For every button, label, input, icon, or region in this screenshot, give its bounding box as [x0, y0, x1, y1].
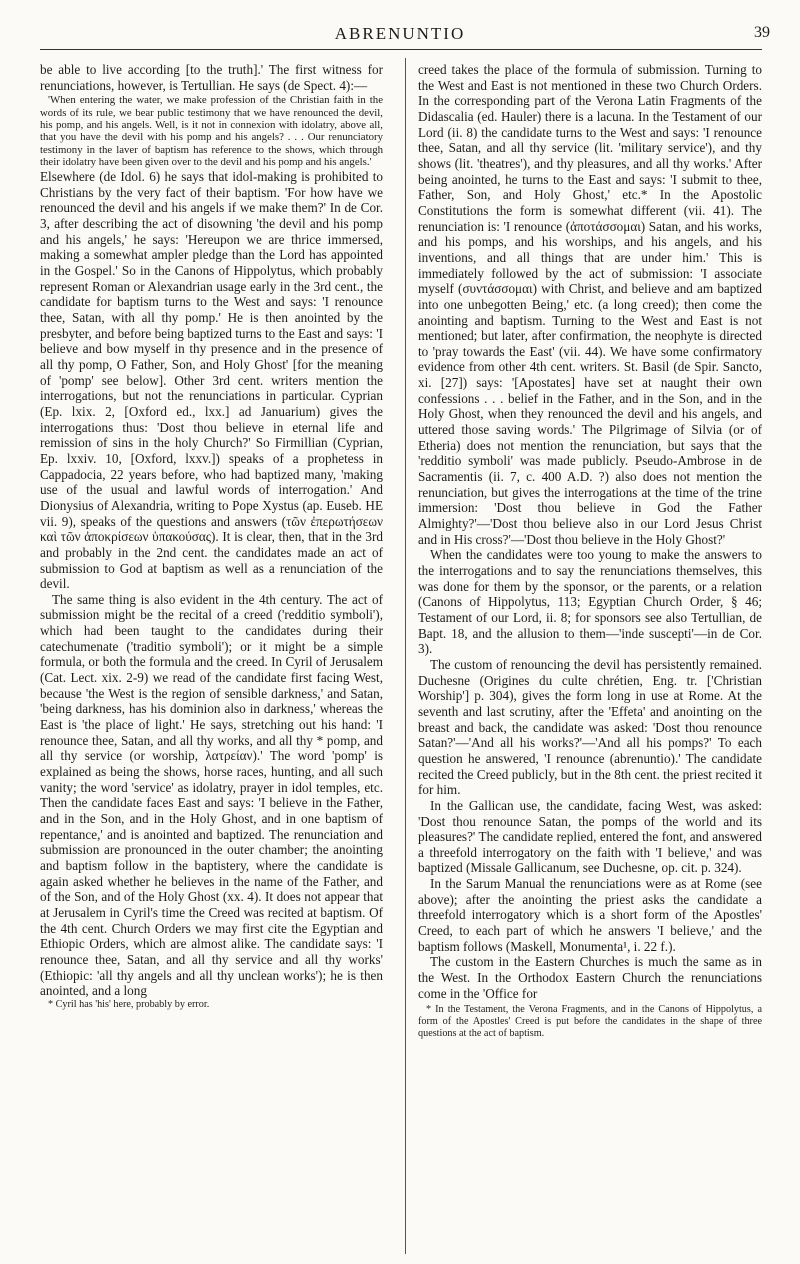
paragraph: When the candidates were too young to make the answers to the interrogations and to say the renunciations themselves, this was done for them by the sponsor, or the parents, or a relation (Canons of Hippolytus, 113; Egyptian Church Order, § 46; Testament of our Lord, ii. 8; for sponsors see also Tertullian, de Bapt. 18, and the allusion to them—'inde suscepti'—in de Cor. 3). [418, 547, 762, 657]
paragraph: In the Sarum Manual the renunciations were as at Rome (see above); after the anointing the priest asks the candidate a threefold interrogatory which is a short form of the Apostles' Creed, to each part of which he answers 'I believe,' and the baptism follows (Maskell, Monumenta¹, i. 22 f.). [418, 876, 762, 954]
paragraph: Elsewhere (de Idol. 6) he says that idol-making is prohibited to Christians by the very fact of their baptism. 'For how have we renounced the devil and his angels if we make them?' In de Cor. 3, after describing the act of disowning 'the devil and his pomp and his angels,' he says: 'Hereupon we are thrice immersed, making a somewhat ampler pledge than the Lord has appointed in the Gospel.' So in the Canons of Hippolytus, which probably represent Roman or Alexandrian usage early in the 3rd cent., the candidate for baptism turns to the West and says: 'I renounce thee, Satan, with all thy pomp.' He is then anointed by the presbyter, and before being baptized turns to the East and says: 'I believe and bow myself in thy presence and in the presence of all thy pomp, O Father, Son, and Holy Ghost' [for the meaning of 'pomp' see below]. Other 3rd cent. writers mention the interrogations, but not the renunciations in particular. Cyprian (Ep. lxix. 2, [Oxford ed., lxx.] ad Januarium) gives the interrogations thus: 'Dost thou believe in eternal life and remission of sins in the holy Church?' So Firmillian (Cyprian, Ep. lxxiv. 10, [Oxford, lxxv.]) speaks of a prophetess in Cappadocia, 22 years before, who had baptized many, 'making use of the usual and lawful words of interrogation.' And Dionysius of Alexandria, writing to Pope Xystus (ap. Euseb. HE vii. 9), speaks of the questions and answers (τῶν ἐπερωτήσεων καὶ τῶν ἀποκρίσεων ὑπακούσας). It is clear, then, that in the 3rd and probably in the 2nd cent. the candidates made an act of submission to God at baptism as well as a renunciation of the devil. [40, 169, 383, 592]
paragraph: be able to live according [to the truth].' The first witness for renunciations, however, is Tertullian. He says (de Spect. 4):— [40, 62, 383, 93]
paragraph: The same thing is also evident in the 4th century. The act of submission might be the recital of a creed ('redditio symboli'), which had been taught to the candidates during their catechumenate ('traditio symboli'); or it might be a simple formula, or both the formula and the creed. In Cyril of Jerusalem (Cat. Lect. xix. 2-9) we read of the candidate first facing West, because 'the West is the region of sensible darkness,' and Satan, 'being darkness, has his dominion also in darkness,' whereas the East is 'the place of light.' He says, stretching out his hand: 'I renounce thee, Satan, and all thy works, and all thy * pomp, and all thy service (or worship, λατρείαν).' The word 'pomp' is explained as being the shows, horse races, hunting, and all such vanity; the word 'service' as idolatry, prayer in idol temples, etc. Then the candidate faces East and says: 'I believe in the Father, and in the Son, and in the Holy Ghost, and in one baptism of repentance,' and is anointed and baptized. The renunciation and submission are pronounced in the outer chamber; the anointing and baptism follow in the baptistery, where the candidate is again asked whether he believes in the name of the Father, and of the Son, and of the Holy Ghost (xx. 4). It does not appear that at Jerusalem in Cyril's time the Creed was recited at baptism. Of the 4th cent. Church Orders we may first cite the Egyptian and Ethiopic Orders, which are almost alike. The candidate says: 'I renounce thee, Satan, and all thy service and all thy works' (Ethiopic: 'all thy angels and all thy unclean works'); he is then anointed, and a long [40, 591, 383, 999]
right-column [418, 62, 762, 1039]
footnote: * In the Testament, the Verona Fragments, and in the Canons of Hippolytus, a form of the Apostles' Creed is put before the candidates in the shape of three questions at the act of baptism. [418, 1004, 762, 1039]
header-rule [40, 49, 762, 50]
paragraph: In the Gallican use, the candidate, facing West, was asked: 'Dost thou renounce Satan, the pomps of the world and its pleasures?' The candidate replied, entered the font, and answered a threefold interrogatory on the faith with 'I believe,' and was baptized (Missale Gallicanum, see Duchesne, op. cit. p. 324). [418, 797, 762, 876]
paragraph: The custom of renouncing the devil has persistently remained. Duchesne (Origines du culte chrétien, Eng. tr. ['Christian Worship'] p. 304), gives the form long in use at Rome. At the seventh and last scrutiny, after the 'Effeta' and anointing on the breast and back, the candidate was asked: 'Dost thou renounce Satan?'—'And all his works?'—'And all his pomps?' To each question he answered, 'I renounce (abrenuntio).' The candidate recited the Creed publicly, but in the 8th cent. the priest recited it for him. [418, 656, 762, 798]
paragraph: creed takes the place of the formula of submission. Turning to the West and East is not mentioned in these two Church Orders. In the corresponding part of the Verona Latin Fragments of the Didascalia (ed. Hauler) there is a lacuna. In the Testament of our Lord (ii. 8) the candidate turns to the West and says: 'I renounce thee, Satan, and all thy service (lit. 'military service'), and thy shows (lit. 'theatres'), and thy pleasures, and all thy works.' After being anointed, he turns to the East and says: 'I submit to thee, Father, Son, and Holy Ghost,' etc.* In the Apostolic Constitutions the form is somewhat different (vii. 41). The renunciation is: 'I renounce (ἀποτάσσομαι) Satan, and his works, and his pomps, and his worships, and his angels, and his inventions, and all things that are under him.' This is immediately followed by the act of submission: 'I associate myself (συντάσσομαι) with Christ, and believe and am baptized into one unbegotten Being,' etc. (a long creed); then come the anointing and baptism. Turning to the West and East is not mentioned; but later, after confirmation, the neophyte is directed to 'pray towards the East' (vii. 44). We have some confirmatory evidence from other 4th cent. writers. St. Basil (de Spir. Sancto, xi. [27]) says: '[Apostates] have set at naught their own confessions . . . belief in the Father, and in the Son, and in the Holy Ghost, when they renounced the devil and his angels, and uttered those saving words.' The Pilgrimage of Silvia (or of Etheria) does not mention the renunciation, but says that the 'redditio symboli' was made publicly. Pseudo-Ambrose in de Sacramentis (ii. 7, c. 400 A.D. ?) also does not mention the renunciation, but gives the interrogations at the time of the trine immersion: 'Dost thou believe in God the Father Almighty?'—'Dost thou believe also in our Lord Jesus Christ and in His cross?'—'Dost thou believe in the Holy Ghost?' [418, 62, 762, 547]
running-head [0, 24, 800, 48]
column-divider [405, 58, 406, 1254]
page-number: 39 [754, 24, 770, 41]
left-column [40, 62, 383, 1010]
paragraph: The custom in the Eastern Churches is much the same as in the West. In the Orthodox Eastern Church the renunciations come in the 'Office for [418, 954, 762, 1001]
footnote: * Cyril has 'his' here, probably by error. [48, 998, 210, 1010]
block-quote: 'When entering the water, we make profession of the Christian faith in the words of its rule, we bear public testimony that we have renounced the devil, his pomp, and his angels. Well, is it not in connexion with idolatry, above all, that you have the devil with his pomp and his angels? . . . Our renunciatory testimony in the laver of baptism has reference to the shows, which through their idolatry have been given over to the devil and his pomp and his angels.' [40, 94, 383, 168]
running-title: ABRENUNTIO [334, 24, 466, 43]
